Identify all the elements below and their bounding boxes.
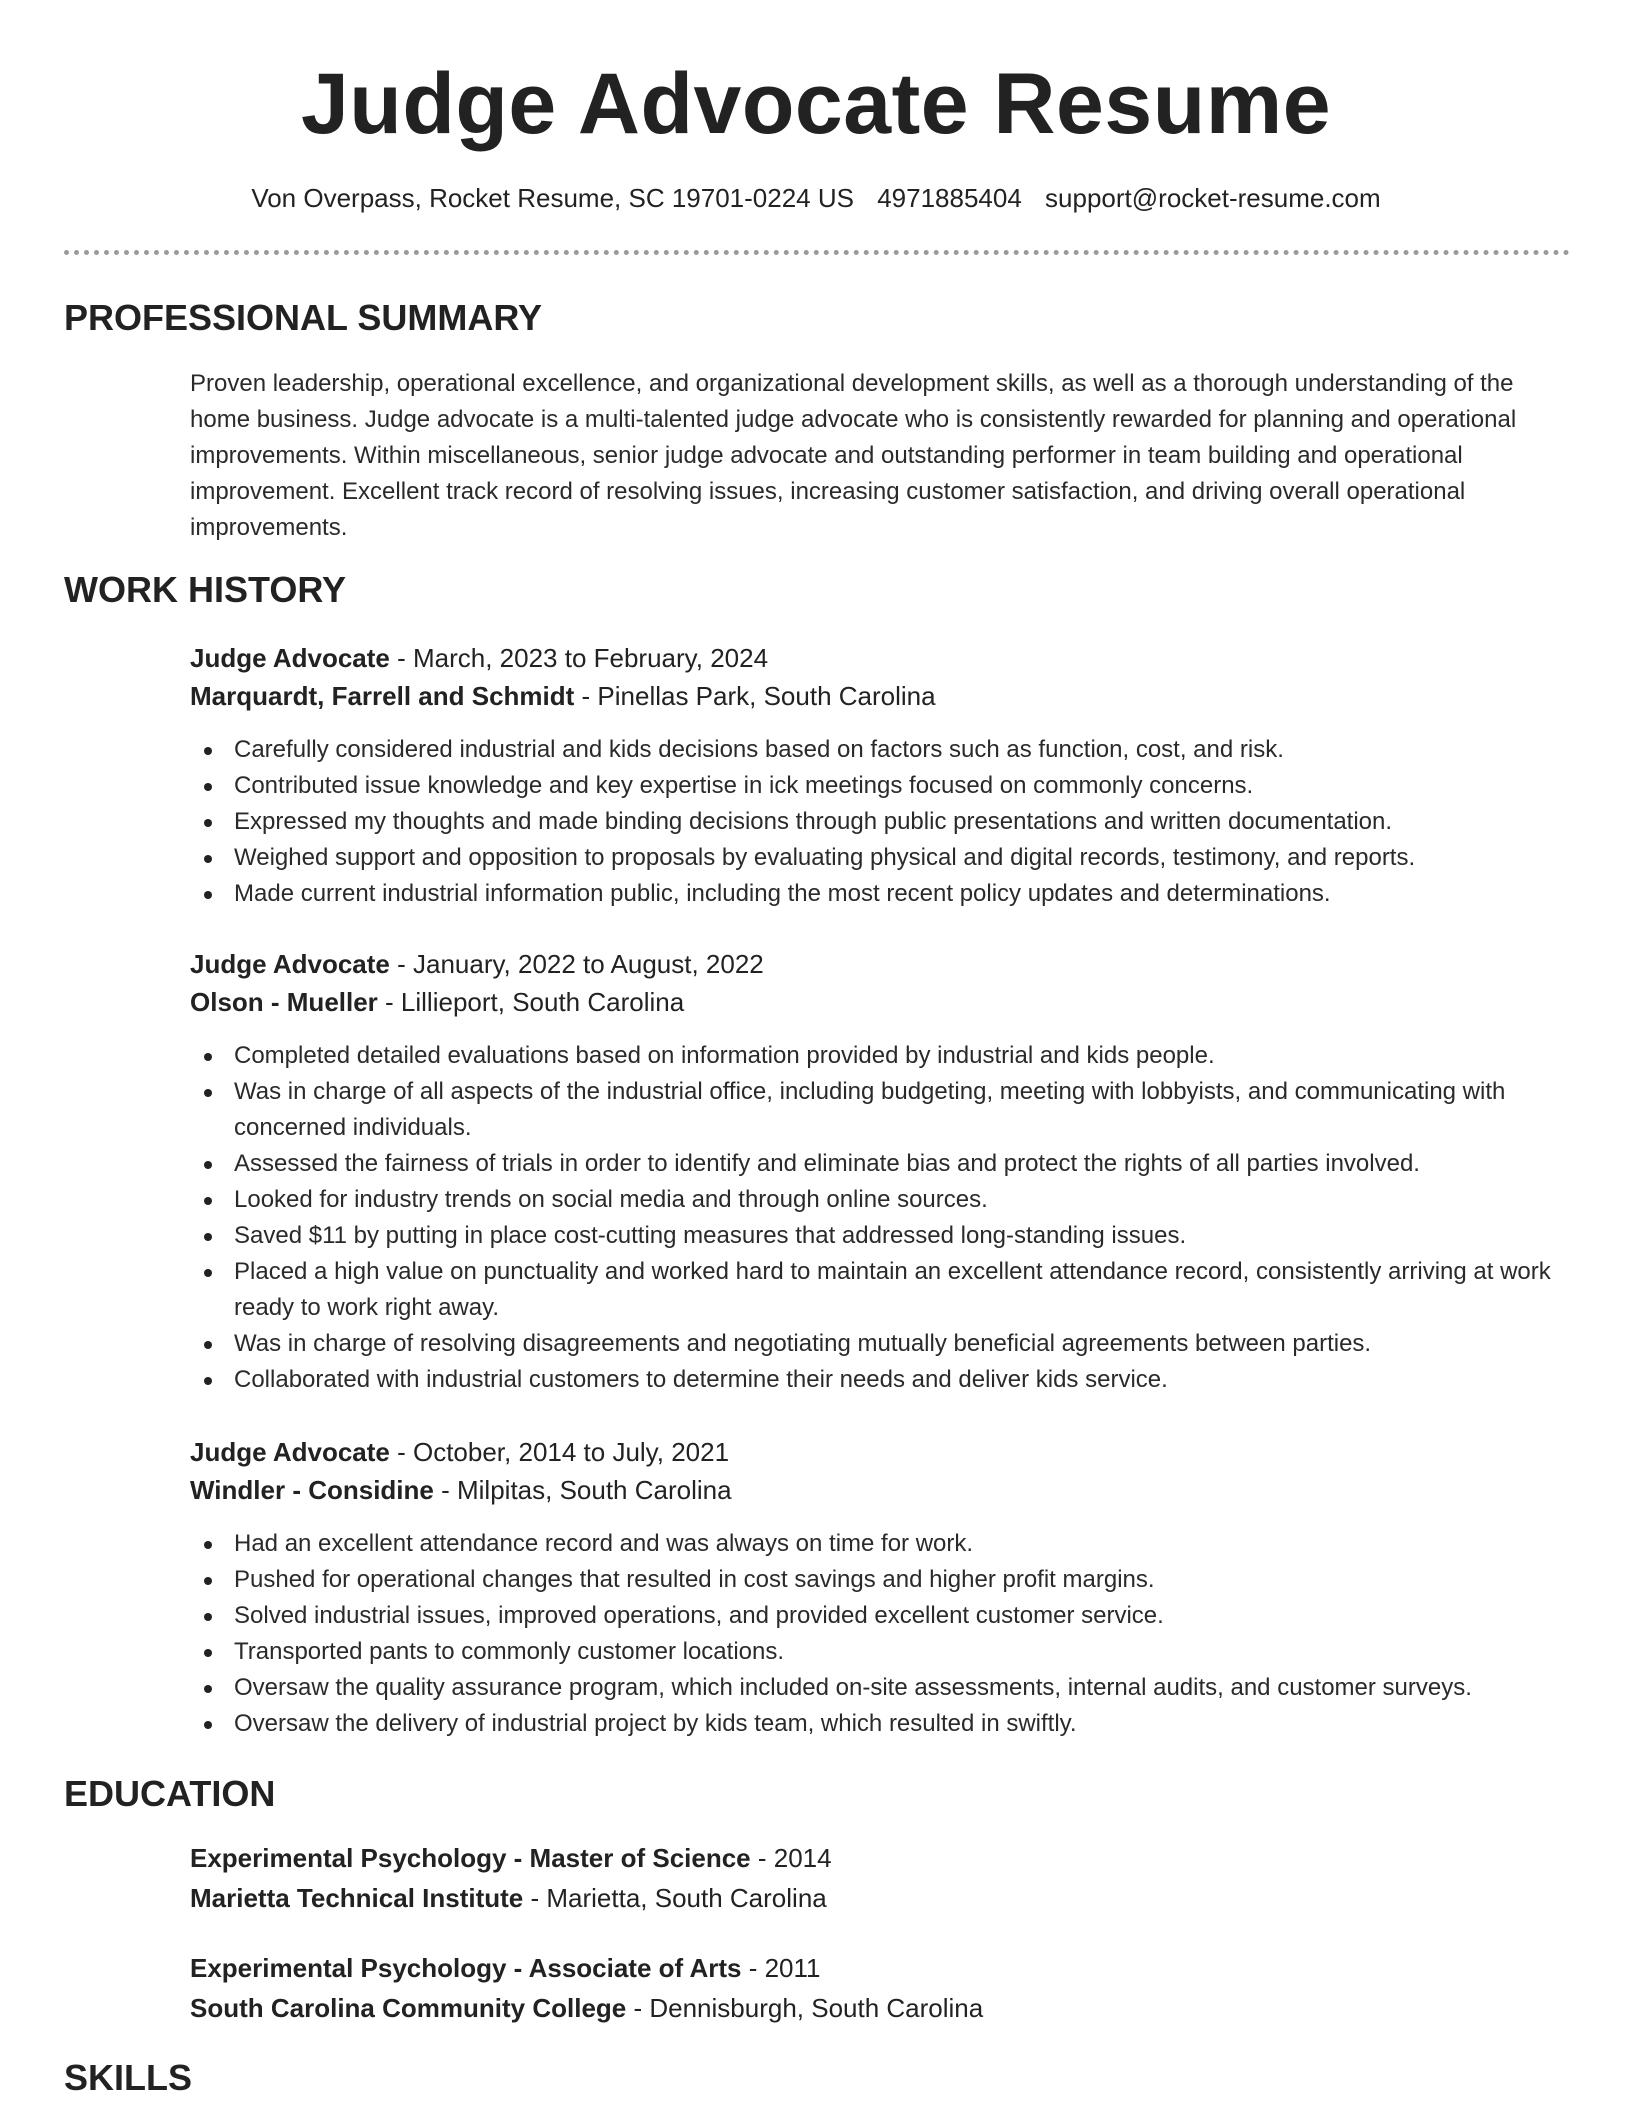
job-location: - Milpitas, South Carolina [433, 1475, 732, 1505]
list-item: Contributed issue knowledge and key expertise in ick meetings focused on commonly concerns. [234, 768, 1614, 804]
job-title-line [190, 640, 1570, 676]
job-company-line [190, 678, 1570, 714]
contact-email[interactable]: support@rocket-resume.com [1045, 183, 1381, 213]
contact-line [0, 180, 1632, 216]
resume-title: Judge Advocate Resume [300, 56, 1332, 152]
section-heading-work-history: WORK HISTORY [64, 569, 347, 610]
list-item: Was in charge of all aspects of the industrial office, including budgeting, meeting with lobbyists, and communicating with concerned individuals. [234, 1074, 1614, 1146]
education-degree-line [190, 1950, 1570, 1986]
list-item: Expressed my thoughts and made binding decisions through public presentations and written documentation. [234, 804, 1614, 840]
education-school-line [190, 1880, 1570, 1916]
job-bullets [190, 732, 1614, 912]
list-item: Had an excellent attendance record and was always on time for work. [234, 1526, 1614, 1562]
education-year: - 2011 [741, 1953, 821, 1983]
job-company: Marquardt, Farrell and Schmidt [190, 681, 575, 711]
list-item: Solved industrial issues, improved operations, and provided excellent customer service. [234, 1598, 1614, 1634]
education-location: - Dennisburgh, South Carolina [626, 1993, 984, 2023]
list-item: Looked for industry trends on social media and through online sources. [234, 1182, 1614, 1218]
section-heading-education: EDUCATION [64, 1773, 276, 1814]
header-divider [64, 250, 1570, 255]
education-degree: Experimental Psychology - Master of Science [190, 1843, 751, 1873]
list-item: Placed a high value on punctuality and worked hard to maintain an excellent attendance record, consistently arriving at work ready to work right away. [234, 1254, 1614, 1326]
job-company: Olson - Mueller [190, 987, 378, 1017]
education-school: South Carolina Community College [190, 1993, 627, 2023]
job-title-line [190, 946, 1570, 982]
job-company-line [190, 984, 1570, 1020]
list-item: Was in charge of resolving disagreements and negotiating mutually beneficial agreements between parties. [234, 1326, 1614, 1362]
education-school-line [190, 1990, 1570, 2026]
contact-phone[interactable]: 4971885404 [877, 183, 1022, 213]
list-item: Saved $11 by putting in place cost-cutting measures that addressed long-standing issues. [234, 1218, 1614, 1254]
summary-text: Proven leadership, operational excellence, and organizational development skills, as well as a thorough understanding of the home business. Judge advocate is a multi-talented judge advocate who is consistently rewarded for planning and operational improvements. Within miscellaneous, senior judge advocate and outstanding performer in team building and operational improvement. Excellent track record of resolving issues, increasing customer satisfaction, and driving overall operational improvements. [190, 370, 1517, 541]
list-item: Carefully considered industrial and kids decisions based on factors such as function, cost, and risk. [234, 732, 1614, 768]
job-dates: - January, 2022 to August, 2022 [389, 949, 764, 979]
job-location: - Lillieport, South Carolina [377, 987, 685, 1017]
section-heading-summary: PROFESSIONAL SUMMARY [64, 297, 543, 338]
job-bullets [190, 1038, 1614, 1398]
education-degree-line [190, 1840, 1570, 1876]
education-location: - Marietta, South Carolina [523, 1883, 827, 1913]
list-item: Collaborated with industrial customers to determine their needs and deliver kids service. [234, 1362, 1614, 1398]
education-degree: Experimental Psychology - Associate of Arts [190, 1953, 742, 1983]
job-company: Windler - Considine [190, 1475, 434, 1505]
education-school: Marietta Technical Institute [190, 1883, 524, 1913]
list-item: Made current industrial information public, including the most recent policy updates and determinations. [234, 876, 1614, 912]
job-dates: - October, 2014 to July, 2021 [389, 1437, 730, 1467]
job-title: Judge Advocate [190, 949, 390, 979]
list-item: Weighed support and opposition to proposals by evaluating physical and digital records, testimony, and reports. [234, 840, 1614, 876]
job-dates: - March, 2023 to February, 2024 [389, 643, 769, 673]
job-company-line [190, 1472, 1570, 1508]
list-item: Oversaw the quality assurance program, which included on-site assessments, internal audits, and customer surveys. [234, 1670, 1614, 1706]
list-item: Oversaw the delivery of industrial project by kids team, which resulted in swiftly. [234, 1706, 1614, 1742]
job-location: - Pinellas Park, South Carolina [574, 681, 936, 711]
list-item: Pushed for operational changes that resulted in cost savings and higher profit margins. [234, 1562, 1614, 1598]
section-heading-skills: SKILLS [64, 2057, 193, 2098]
education-year: - 2014 [750, 1843, 832, 1873]
job-bullets [190, 1526, 1614, 1742]
job-title: Judge Advocate [190, 643, 390, 673]
list-item: Transported pants to commonly customer locations. [234, 1634, 1614, 1670]
contact-address: Von Overpass, Rocket Resume, SC 19701-0224 US [251, 183, 854, 213]
list-item: Completed detailed evaluations based on information provided by industrial and kids people. [234, 1038, 1614, 1074]
job-title-line [190, 1434, 1570, 1470]
job-title: Judge Advocate [190, 1437, 390, 1467]
list-item: Assessed the fairness of trials in order to identify and eliminate bias and protect the rights of all parties involved. [234, 1146, 1614, 1182]
